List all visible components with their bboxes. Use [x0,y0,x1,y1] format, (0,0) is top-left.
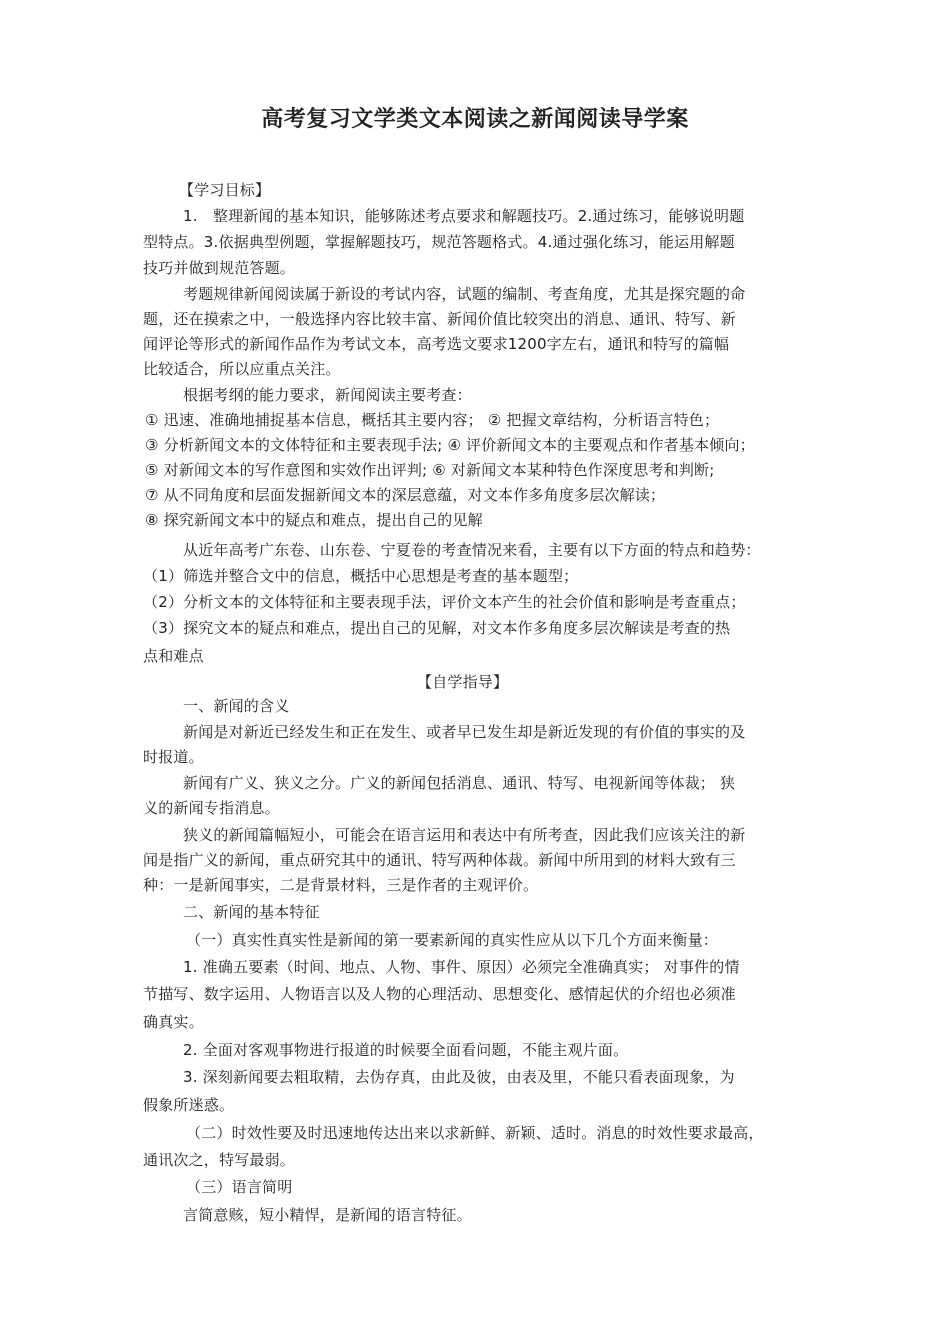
paragraph-line: 节描写、数字运用、人物语言以及人物的心理活动、思想变化、感情起伏的介绍也必须准 [143,985,736,1003]
paragraph-line: 种：一是新闻事实，二是背景材料，三是作者的主观评价。 [143,876,539,894]
paragraph-line: 时报道。 [143,748,204,766]
paragraph-line: 1. 准确五要素（时间、地点、人物、事件、原因）必须完全准确真实； 对事件的情 [183,958,740,976]
paragraph-line: 根据考纲的能力要求，新闻阅读主要考查： [183,386,472,404]
list-item: （3）探究文本的疑点和难点，提出自己的见解，对文本作多角度多层次解读是考查的热 [143,619,731,637]
paragraph-line: 点和难点 [143,647,204,665]
paragraph-line: 1. 整理新闻的基本知识，能够陈述考点要求和解题技巧。2.通过练习，能够说明题 [183,207,745,225]
page-title: 高考复习文学类文本阅读之新闻阅读导学案 [261,107,689,132]
list-item: ③ 分析新闻文本的文体特征和主要表现手法; ④ 评价新闻文本的主要观点和作者基本倾向； [145,436,755,454]
section-heading-self-study: 【自学指导】 [417,673,509,691]
paragraph-line: 考题规律新闻阅读属于新设的考试内容，试题的编制、考查角度，尤其是探究题的命 [183,285,746,303]
section-heading-learning-goals: 【学习目标】 [179,181,271,199]
paragraph-line: 题，还在摸索之中，一般选择内容比较丰富、新闻价值比较突出的消息、通讯、特写、新 [143,310,736,328]
subheading: （一）真实性真实性是新闻的第一要素新闻的真实性应从以下几个方面来衡量： [186,931,719,949]
list-item: （1）筛选并整合文中的信息，概括中心思想是考查的基本题型； [143,567,579,585]
subheading: 二、新闻的基本特征 [183,903,320,921]
paragraph-line: 狭义的新闻篇幅短小，可能会在语言运用和表达中有所考查，因此我们应该关注的新 [183,826,746,844]
list-item: ⑦ 从不同角度和层面发掘新闻文本的深层意蕴，对文本作多角度多层次解读； [145,486,666,504]
paragraph-line: 3. 深刻新闻要去粗取精，去伪存真，由此及彼，由表及里，不能只看表面现象，为 [183,1068,735,1086]
subheading: （二）时效性要及时迅速地传达出来以求新鲜、新颖、适时。消息的时效性要求最高， [186,1124,764,1142]
paragraph-line: 假象所迷惑。 [143,1096,235,1114]
paragraph-line: 确真实。 [143,1013,204,1031]
paragraph-line: 技巧并做到规范答题。 [143,259,296,277]
paragraph-line: 闻评论等形式的新闻作品作为考试文本，高考选文要求1200字左右，通讯和特写的篇幅 [143,335,730,353]
paragraph-line: 言简意赅，短小精悍，是新闻的语言特征。 [183,1206,472,1224]
paragraph-line: 型特点。3.依据典型例题，掌握解题技巧，规范答题格式。4.通过强化练习，能运用解题 [143,233,735,251]
subheading: （三）语言简明 [186,1178,293,1196]
paragraph-line: 2. 全面对客观事物进行报道的时候要全面看问题，不能主观片面。 [183,1041,629,1059]
list-item: ① 迅速、准确地捕捉基本信息，概括其主要内容； ② 把握文章结构，分析语言特色； [145,411,720,429]
paragraph-line: 从近年高考广东卷、山东卷、宁夏卷的考查情况来看，主要有以下方面的特点和趋势： [183,541,761,559]
paragraph-line: 闻是指广义的新闻，重点研究其中的通讯、特写两种体裁。新闻中所用到的材料大致有三 [143,851,736,869]
paragraph-line: 义的新闻专指消息。 [143,799,280,817]
list-item: （2）分析文本的文体特征和主要表现手法，评价文本产生的社会价值和影响是考查重点； [143,593,746,611]
paragraph-line: 新闻是对新近已经发生和正在发生、或者早已发生却是新近发现的有价值的事实的及 [183,723,746,741]
list-item: ⑧ 探究新闻文本中的疑点和难点，提出自己的见解 [145,511,483,529]
subheading: 一、新闻的含义 [183,697,290,715]
paragraph-line: 新闻有广义、狭义之分。广义的新闻包括消息、通讯、特写、电视新闻等体裁； 狭 [183,774,736,792]
list-item: ⑤ 对新闻文本的写作意图和实效作出评判; ⑥ 对新闻文本某种特色作深度思考和判断; [145,461,715,479]
paragraph-line: 比较适合，所以应重点关注。 [143,360,341,378]
paragraph-line: 通讯次之，特写最弱。 [143,1151,296,1169]
